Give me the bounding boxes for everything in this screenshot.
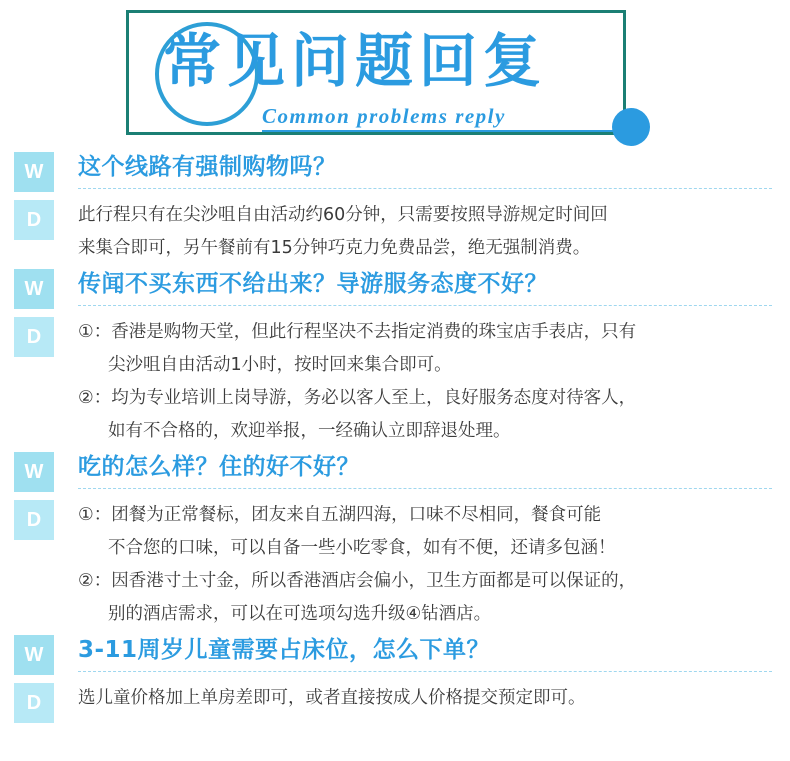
faq-divider [78, 305, 772, 306]
badge-group [14, 269, 58, 357]
answer-line: 选儿童价格加上单房差即可，或者直接按成人价格提交预定即可。 [78, 688, 586, 708]
badge-d-icon: D [14, 317, 54, 357]
answer-line: 不合您的口味，可以自备一些小吃零食，如有不便，还请多包涵！ [108, 538, 616, 558]
badge-d-icon: D [14, 200, 54, 240]
faq-answer [78, 199, 790, 265]
answer-line: ①：团餐为正常餐标，团友来自五湖四海，口味不尽相同，餐食可能 [78, 505, 602, 525]
faq-item [0, 269, 790, 448]
faq-item [0, 452, 790, 631]
faq-item [0, 152, 790, 265]
badge-group [14, 452, 58, 540]
answer-line: 来集合即可，另午餐前有15分钟巧克力免费品尝，绝无强制消费。 [78, 238, 591, 258]
badge-w-icon: W [14, 152, 54, 192]
answer-line: ②：因香港寸土寸金，所以香港酒店会偏小，卫生方面都是可以保证的， [78, 571, 637, 591]
badge-w-icon: W [14, 452, 54, 492]
badge-d-icon: D [14, 683, 54, 723]
page-title: 常见问题回复 [163, 27, 548, 95]
answer-line: ①：香港是购物天堂，但此行程坚决不去指定消费的珠宝店手表店，只有 [78, 322, 637, 342]
page-subtitle: Common problems reply [262, 104, 506, 128]
badge-w-icon: W [14, 635, 54, 675]
faq-answer [78, 499, 790, 631]
badge-w-icon: W [14, 269, 54, 309]
faq-question: 吃的怎么样？住的好不好？ [78, 454, 360, 480]
faq-question: 这个线路有强制购物吗？ [78, 154, 337, 180]
faq-answer [78, 682, 790, 715]
faq-question: 3-11周岁儿童需要占床位，怎么下单？ [78, 637, 491, 663]
answer-line: 尖沙咀自由活动1小时，按时回来集合即可。 [108, 355, 452, 375]
answer-line: ②：均为专业培训上岗导游，务必以客人至上，良好服务态度对待客人， [78, 388, 637, 408]
faq-list [0, 152, 790, 715]
header-underline [262, 130, 622, 132]
answer-line: 此行程只有在尖沙咀自由活动约60分钟，只需要按照导游规定时间回 [78, 205, 608, 225]
badge-group [14, 635, 58, 723]
faq-item [0, 635, 790, 715]
answer-line: 别的酒店需求，可以在可选项勾选升级④钻酒店。 [108, 604, 492, 624]
faq-divider [78, 188, 772, 189]
page-header [0, 0, 790, 152]
faq-divider [78, 671, 772, 672]
answer-line: 如有不合格的，欢迎举报，一经确认立即辞退处理。 [108, 421, 511, 441]
faq-question: 传闻不买东西不给出来？导游服务态度不好？ [78, 271, 548, 297]
badge-d-icon: D [14, 500, 54, 540]
faq-answer [78, 316, 790, 448]
badge-group [14, 152, 58, 240]
faq-divider [78, 488, 772, 489]
